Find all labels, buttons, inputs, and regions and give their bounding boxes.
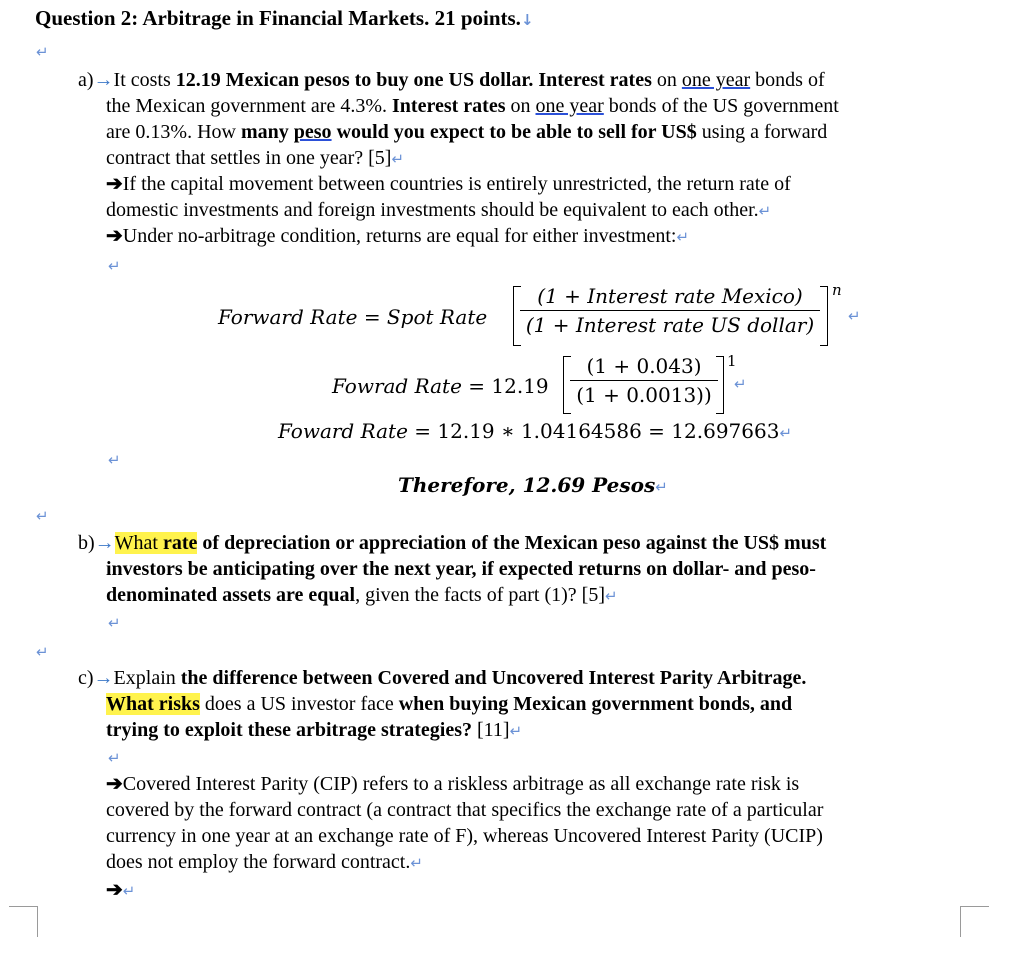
paragraph-mark: ↵	[108, 451, 121, 469]
equation-3	[278, 419, 792, 445]
equation-1-fraction	[520, 284, 820, 337]
text: domestic investments and foreign investments should be equivalent to each other.	[106, 199, 759, 221]
fraction-bar	[520, 310, 820, 311]
underlined-text: peso	[293, 121, 332, 143]
text-bold: 12.19 Mexican pesos to buy one US dollar. Interest rates	[175, 69, 652, 91]
part-c-answer-line-3: currency in one year at an exchange rate of F), whereas Uncovered Interest Parity (UCIP)	[106, 825, 823, 847]
highlighted-text-bold: rate	[162, 532, 198, 554]
text: Under no-arbitrage condition, returns are equal for either investment:	[122, 225, 677, 247]
equation-2-numerator: (1 + 0.043)	[586, 354, 702, 378]
equation-1-denominator: (1 + Interest rate US dollar)	[525, 313, 815, 337]
part-c-answer-line-2: covered by the forward contract (a contract that specifics the exchange rate of a particular	[106, 799, 824, 821]
equation-2-text: Fowrad Rate = 12.19	[332, 374, 549, 398]
text-bold: of depreciation or appreciation of the Mexican peso against the US$ must	[197, 532, 827, 554]
arrow-icon: ➔	[106, 173, 123, 195]
title-text: Question 2: Arbitrage in Financial Markets. 21 points.	[35, 6, 521, 30]
tab-arrow: →	[93, 69, 114, 91]
part-b-line-1	[78, 531, 826, 555]
equation-1-numerator: (1 + Interest rate Mexico)	[537, 284, 803, 308]
equation-1-lhs: Forward Rate = Spot Rate	[218, 305, 488, 329]
part-a-line-2	[106, 94, 839, 118]
tab-arrow: →	[94, 532, 115, 554]
paragraph-mark: ↵	[36, 43, 49, 61]
text: Covered Interest Parity (CIP) refers to a riskless arbitrage as all exchange rate risk is	[122, 773, 800, 795]
paragraph-mark: ↵	[509, 722, 523, 740]
part-c-label: c)	[78, 667, 94, 689]
paragraph-mark: ↵	[391, 150, 405, 168]
question-title	[35, 6, 534, 32]
text: , given the facts of part (1)? [5]	[355, 584, 605, 606]
part-c-line-3	[106, 718, 522, 743]
equation-1-right-bracket	[820, 286, 828, 346]
paragraph-mark: ↵	[36, 507, 49, 525]
text-bold: the difference between Covered and Uncovered Interest Parity Arbitrage.	[180, 667, 807, 689]
arrow-icon: ➔	[106, 879, 123, 901]
fraction-bar	[570, 380, 718, 381]
part-a-line-4	[106, 146, 404, 171]
underlined-text: one year	[535, 95, 604, 117]
part-c-line-1	[78, 666, 806, 690]
part-c-answer-line-1	[106, 772, 799, 796]
equation-2-exponent: 1	[727, 352, 737, 370]
paragraph-mark: ↵	[410, 854, 423, 872]
paragraph-mark: ↵	[676, 228, 690, 246]
part-b-line-2: investors be anticipating over the next year, if expected returns on dollar- and peso-	[106, 558, 816, 580]
part-a-label: a)	[78, 69, 94, 91]
text-bold: trying to exploit these arbitrage strategies?	[106, 719, 473, 741]
text-bold: would you expect to be able to sell for US$	[331, 121, 697, 143]
part-b-line-3	[106, 583, 618, 608]
text: bonds of the US government	[603, 95, 839, 117]
part-c-answer-line-5	[106, 878, 135, 903]
paragraph-mark: ↵	[36, 643, 49, 661]
text: using a forward	[696, 121, 828, 143]
paragraph-mark: ↵	[655, 478, 668, 496]
conclusion	[398, 473, 668, 499]
bullet-2	[106, 224, 689, 249]
text: are 0.13%. How	[106, 121, 241, 143]
highlighted-text-bold: What risks	[106, 693, 200, 715]
text-bold: Interest rates	[392, 95, 506, 117]
paragraph-mark: ↵	[108, 257, 121, 275]
text: on	[505, 95, 536, 117]
page-corner-left	[9, 906, 38, 937]
tab-arrow: →	[93, 667, 114, 689]
paragraph-mark: ↵	[605, 587, 618, 605]
paragraph-mark: ↵	[108, 749, 121, 767]
text-bold: when buying Mexican government bonds, and	[398, 693, 793, 715]
page-corner-right	[960, 906, 989, 937]
paragraph-mark: ↵	[734, 375, 747, 393]
bullet-1-line-1	[106, 172, 791, 196]
text: [11]	[472, 719, 510, 741]
equation-2-denominator: (1 + 0.0013))	[576, 383, 712, 407]
text: does not employ the forward contract.	[106, 851, 411, 873]
highlighted-text: What	[114, 532, 163, 554]
paragraph-mark: ↓	[520, 11, 534, 29]
arrow-icon: ➔	[106, 773, 123, 795]
underlined-text: one year	[681, 69, 751, 91]
equation-3-text: Foward Rate = 12.19 ∗ 1.04164586 = 12.697663	[278, 419, 780, 443]
text: the Mexican government are 4.3%.	[106, 95, 393, 117]
conclusion-text: Therefore, 12.69 Pesos	[398, 473, 656, 497]
text: Explain	[113, 667, 181, 689]
paragraph-mark: ↵	[779, 424, 793, 442]
text: It costs	[113, 69, 176, 91]
part-c-line-2	[106, 692, 792, 716]
part-b-label: b)	[78, 532, 95, 554]
text: does a US investor face	[199, 693, 399, 715]
part-a-line-3	[106, 120, 827, 144]
equation-2-fraction	[570, 354, 718, 407]
text: on	[651, 69, 682, 91]
part-c-answer-line-4	[106, 850, 423, 875]
equation-1-exponent: n	[832, 281, 842, 299]
bullet-1-line-2	[106, 198, 771, 223]
text-bold: many	[240, 121, 294, 143]
text: contract that settles in one year? [5]	[106, 147, 392, 169]
paragraph-mark: ↵	[122, 882, 136, 900]
text-bold: denominated assets are equal	[106, 584, 356, 606]
paragraph-mark: ↵	[758, 202, 772, 220]
part-a-line-1	[78, 68, 825, 92]
paragraph-mark: ↵	[108, 614, 121, 632]
text: bonds of	[750, 69, 825, 91]
arrow-icon: ➔	[106, 225, 123, 247]
equation-2-right-bracket	[716, 356, 724, 414]
paragraph-mark: ↵	[848, 307, 861, 325]
text: If the capital movement between countries is entirely unrestricted, the return rate of	[122, 173, 791, 195]
